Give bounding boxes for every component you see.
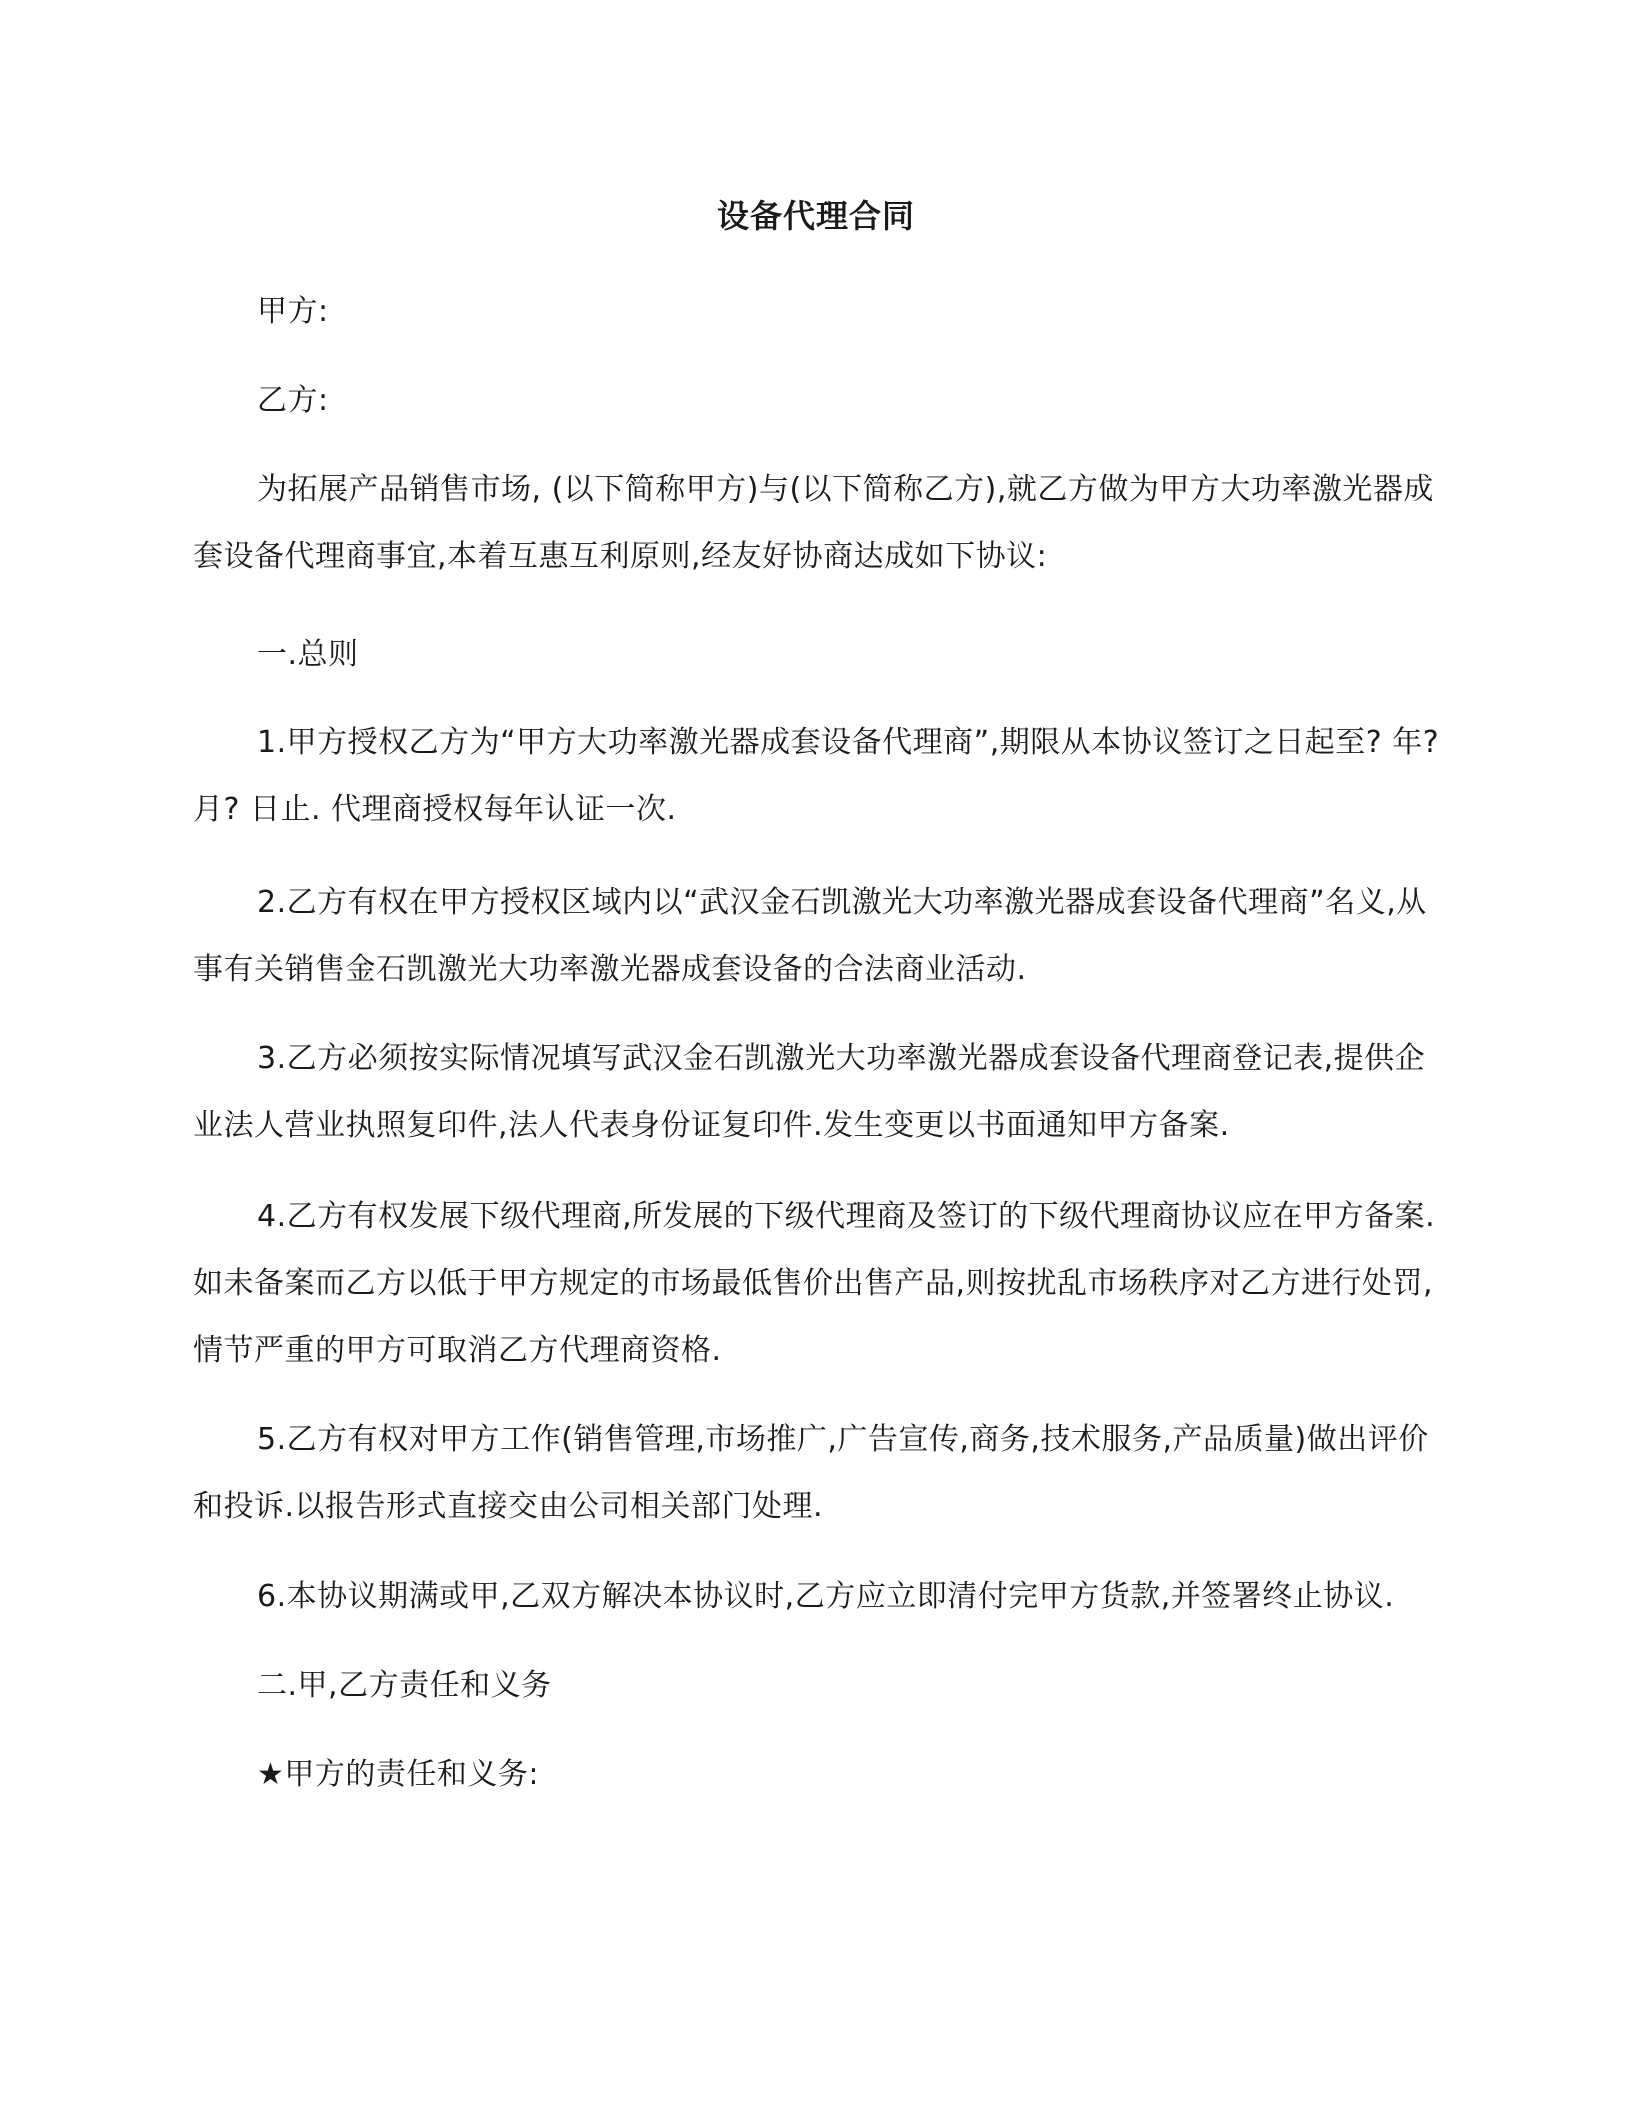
clause-5 xyxy=(193,1406,1443,1540)
section-heading-general xyxy=(193,621,1443,688)
document-title: 设备代理合同 xyxy=(716,197,915,235)
intro-paragraph xyxy=(193,456,1443,590)
clause-text: 5.乙方有权对甲方工作(销售管理,市场推广,广告宣传,商务,技术服务,产品质量)做出评价和投诉.以报告形式直接交由公司相关部门处理. xyxy=(193,1422,1429,1524)
clause-text: 3.乙方必须按实际情况填写武汉金石凯激光大功率激光器成套设备代理商登记表,提供企业法人营业执照复印件,法人代表身份证复印件.发生变更以书面通知甲方备案. xyxy=(193,1041,1426,1143)
clause-3 xyxy=(193,1025,1443,1159)
clause-text: 6.本协议期满或甲,乙双方解决本协议时,乙方应立即清付完甲方货款,并签署终止协议. xyxy=(257,1579,1395,1614)
party-a-label: 甲方: xyxy=(257,294,329,329)
party-a-duties-text: ★甲方的责任和义务: xyxy=(257,1757,540,1792)
clause-text: 2.乙方有权在甲方授权区域内以“武汉金石凯激光大功率激光器成套设备代理商”名义,从事有关销售金石凯激光大功率激光器成套设备的合法商业活动. xyxy=(193,885,1427,987)
party-a-duties-heading xyxy=(193,1741,1443,1808)
party-b-line xyxy=(193,367,1443,434)
clause-text: 1.甲方授权乙方为“甲方大功率激光器成套设备代理商”,期限从本协议签订之日起至? 年? 月? 日止. 代理商授权每年认证一次. xyxy=(193,725,1440,827)
clause-2 xyxy=(193,869,1443,1003)
clause-6 xyxy=(193,1563,1443,1630)
intro-text: 为拓展产品销售市场, (以下简称甲方)与(以下简称乙方),就乙方做为甲方大功率激光器成套设备代理商事宜,本着互惠互利原则,经友好协商达成如下协议: xyxy=(193,472,1434,574)
section-1-heading: 一.总则 xyxy=(257,637,359,672)
section-2-heading: 二.甲,乙方责任和义务 xyxy=(257,1668,552,1703)
clause-4 xyxy=(193,1183,1443,1384)
clause-text: 4.乙方有权发展下级代理商,所发展的下级代理商及签订的下级代理商协议应在甲方备案.如未备案而乙方以低于甲方规定的市场最低售价出售产品,则按扰乱市场秩序对乙方进行处罚,情节严重的甲方可取消乙方代理商资格. xyxy=(193,1199,1436,1368)
party-a-line xyxy=(193,278,1443,345)
clause-1 xyxy=(193,709,1443,843)
section-heading-duties xyxy=(193,1652,1443,1719)
party-b-label: 乙方: xyxy=(257,383,329,418)
